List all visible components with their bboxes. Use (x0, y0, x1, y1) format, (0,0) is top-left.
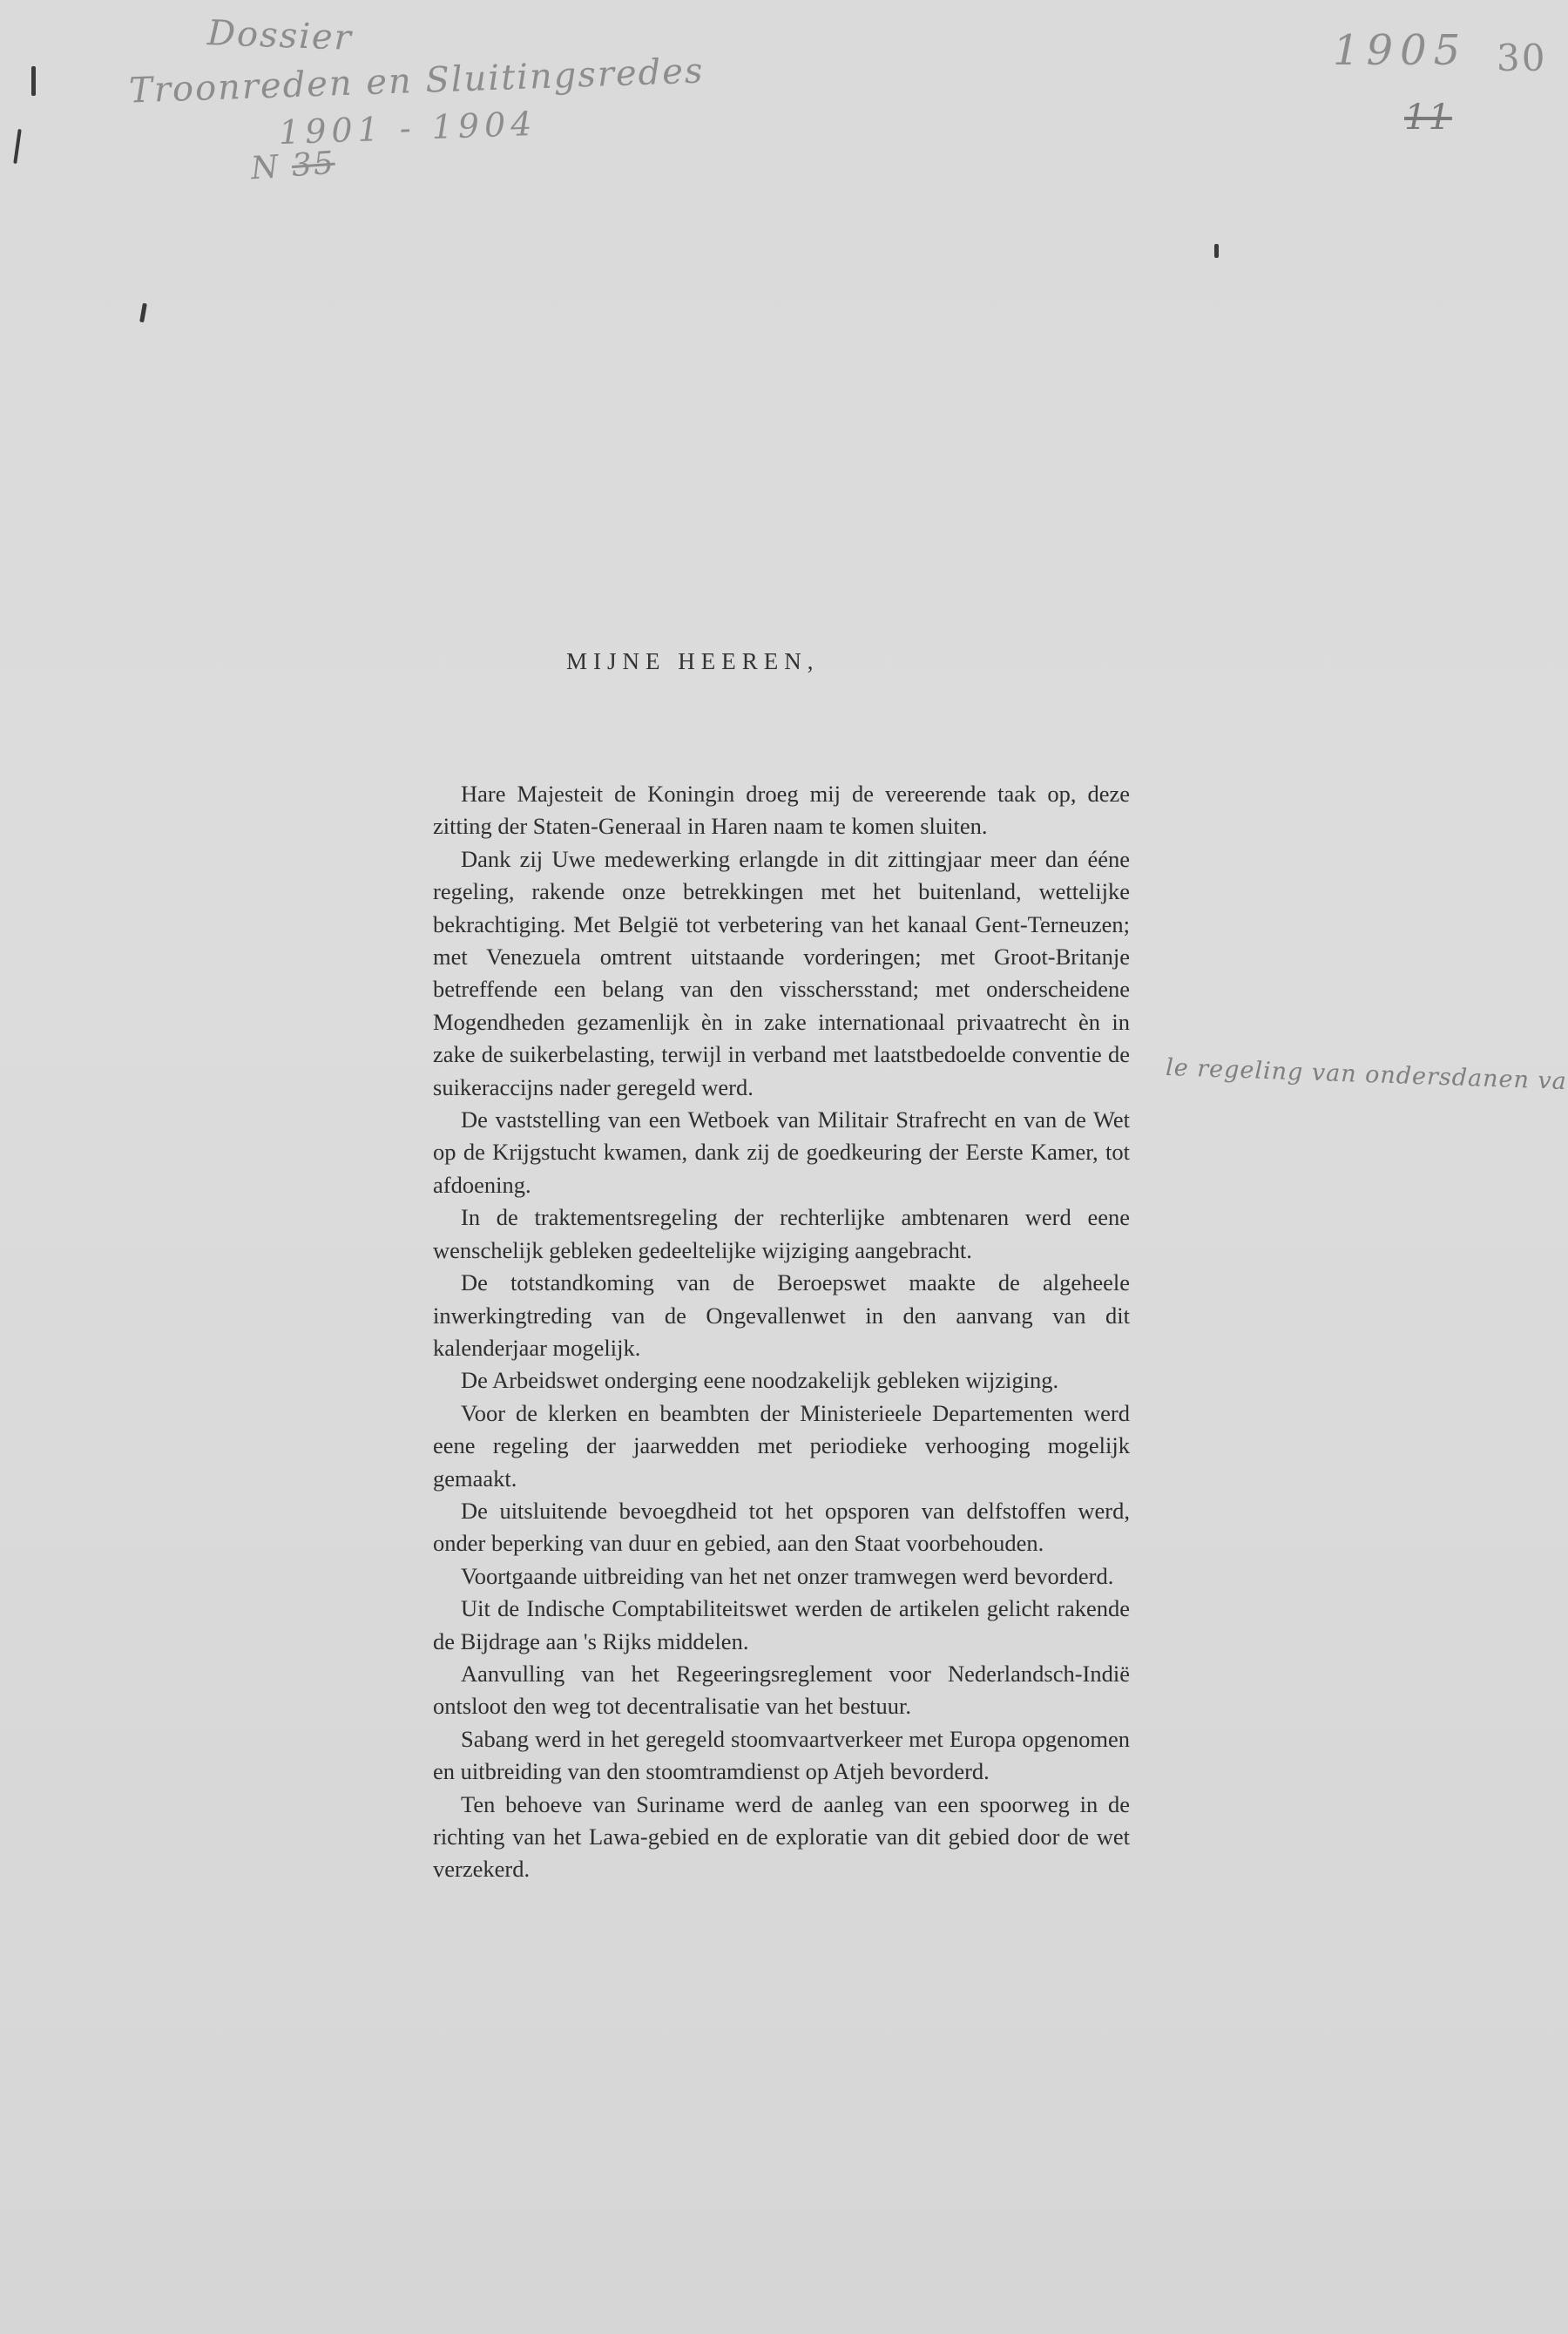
paragraph: Dank zij Uwe medewerking erlangde in dit zittingjaar meer dan ééne regeling, rakende onze betrekkingen met het buitenland, wettelijke bekrachtiging. Met België tot verbetering van het kanaal Gent-Terneuzen; met Venezuela omtrent uitstaande vorderingen; met Groot-Britanje betreffende een belang van den visschersstand; met onderscheidene Mogendheden gezamenlijk èn in zake internationaal privaatrecht èn in zake de suikerbelasting, terwijl in verband met laatstbedoelde conventie de suikeraccijns nader geregeld werd. (433, 845, 1130, 1100)
document-body (433, 778, 1130, 1886)
paragraph: Ten behoeve van Suriname werd de aanleg van een spoorweg in de richting van het Lawa-gebied en de exploratie van dit gebied door de wet verzekerd. (433, 1790, 1130, 1883)
handwritten-page-number: 30 (1497, 37, 1547, 79)
paragraph: Hare Majesteit de Koningin droeg mij de vereerende taak op, deze zitting der Staten-Generaal in Haren naam te komen sluiten. (433, 781, 1130, 840)
handwritten-number (250, 145, 336, 187)
ink-mark (13, 129, 22, 164)
handwritten-dossier-title: Troonreden en Sluitingsredes (128, 51, 706, 112)
handwritten-struck-number: 11 (1404, 98, 1452, 138)
handwritten-margin-note: le regeling van ondersdanen va (1165, 1053, 1568, 1096)
handwritten-number-struck: 35 (290, 145, 337, 185)
ink-mark (1214, 244, 1219, 258)
handwritten-years: 1901 - 1904 (278, 104, 538, 152)
ink-mark (31, 66, 36, 96)
paragraph: Aanvulling van het Regeeringsreglement voor Nederlandsch-Indië ontsloot den weg tot decentralisatie van het bestuur. (433, 1660, 1130, 1720)
paragraph: Uit de Indische Comptabiliteitswet werden de artikelen gelicht rakende de Bijdrage aan 's Rijks middelen. (433, 1595, 1130, 1654)
handwritten-dossier-note: Dossier (206, 13, 354, 58)
paragraph: Voortgaande uitbreiding van het net onzer tramwegen werd bevorderd. (461, 1562, 1114, 1589)
paragraph: De vaststelling van een Wetboek van Militair Strafrecht en van de Wet op de Krijgstucht kwamen, dank zij de goedkeuring der Eerste Kamer, tot afdoening. (433, 1106, 1130, 1198)
paragraph: De totstandkoming van de Beroepswet maakte de algeheele inwerkingtreding van de Ongevallenwet in den aanvang van dit kalenderjaar mogelijk. (433, 1269, 1130, 1361)
document-heading: MIJNE HEEREN, (566, 648, 820, 674)
handwritten-year: 1905 (1333, 26, 1468, 75)
paragraph: De Arbeidswet onderging eene noodzakelijk gebleken wijziging. (461, 1367, 1059, 1394)
handwritten-number-prefix: N (249, 149, 281, 187)
paragraph: Voor de klerken en beambten der Ministerieele Departementen werd eene regeling der jaarwedden met periodieke verhooging mogelijk gemaakt. (433, 1399, 1130, 1492)
paragraph: De uitsluitende bevoegdheid tot het opsporen van delfstoffen werd, onder beperking van duur en gebied, aan den Staat voorbehouden. (433, 1497, 1130, 1557)
paragraph: Sabang werd in het geregeld stoomvaartverkeer met Europa opgenomen en uitbreiding van den stoomtramdienst op Atjeh bevorderd. (433, 1725, 1130, 1785)
ink-mark (139, 303, 147, 323)
paragraph: In de traktementsregeling der rechterlijke ambtenaren werd eene wenschelijk gebleken gedeeltelijke wijziging aangebracht. (433, 1204, 1130, 1263)
